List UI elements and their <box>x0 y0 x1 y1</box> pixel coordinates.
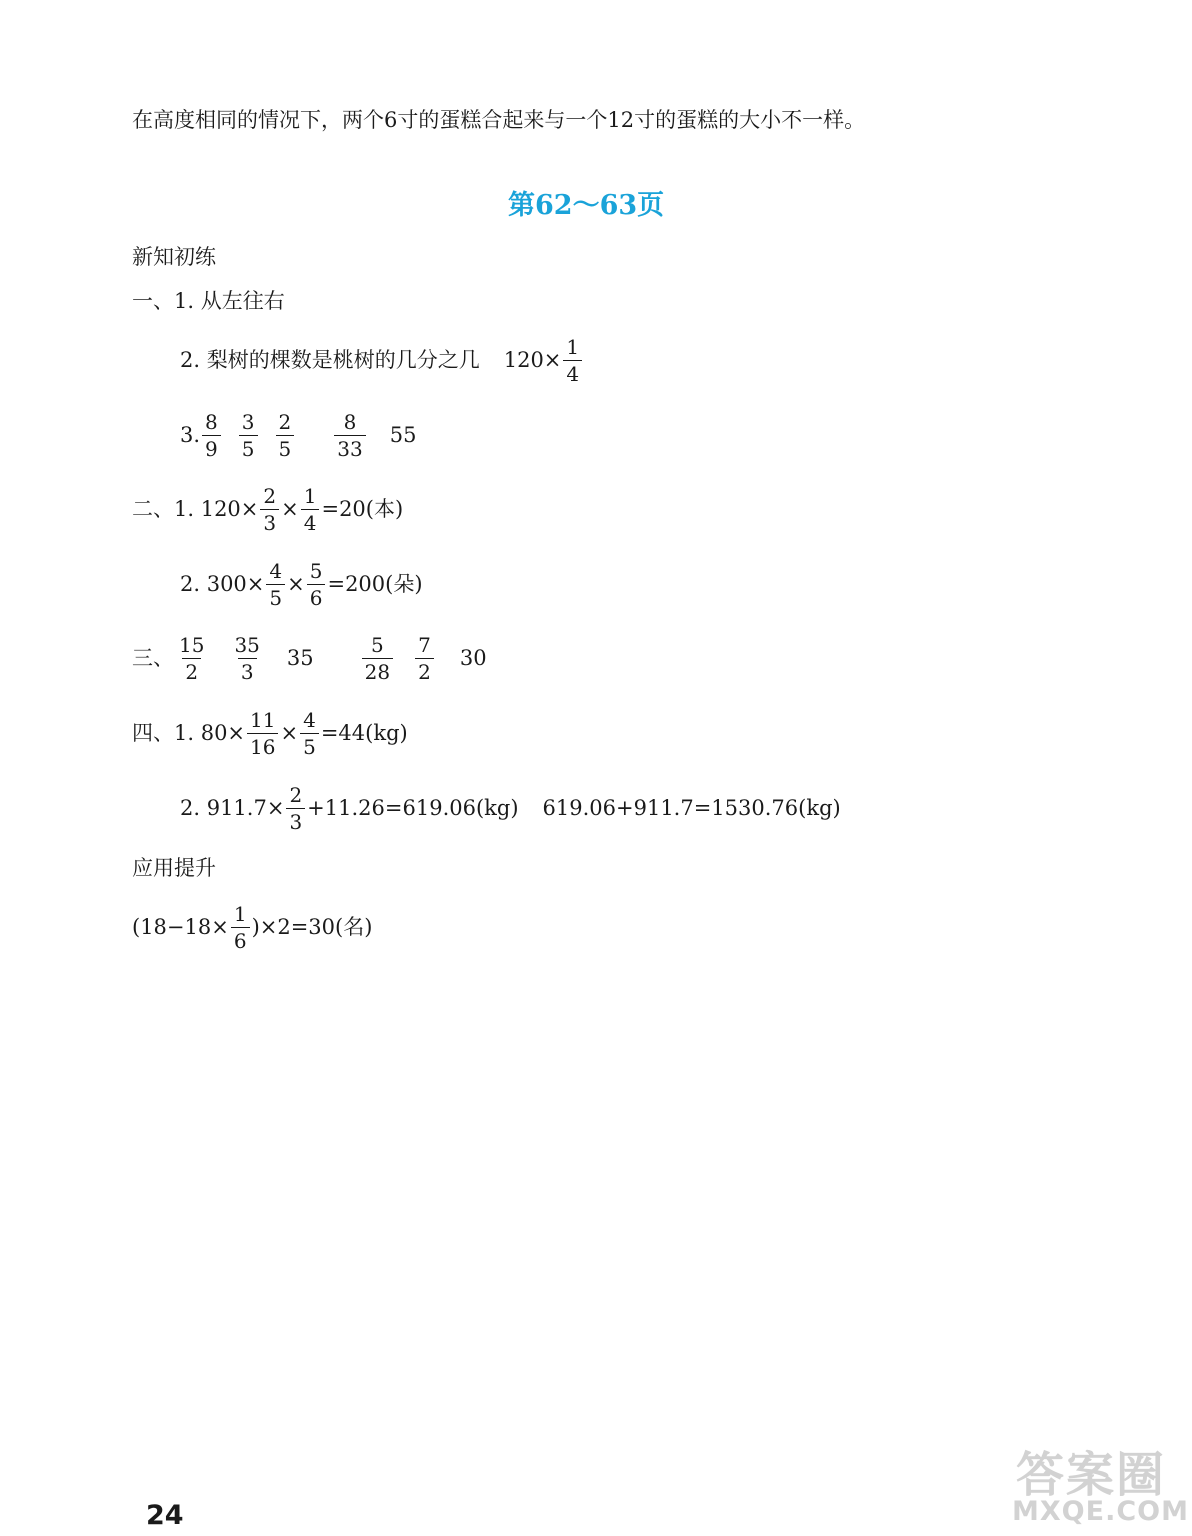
q2-item2 <box>180 554 423 614</box>
value: 35 <box>286 646 314 670</box>
fraction: $\frac{35}{3}$ <box>234 632 260 684</box>
q4-item1 <box>132 703 408 763</box>
expr-part: × <box>281 497 299 521</box>
q4-item2 <box>180 778 841 838</box>
fraction: $\frac{7}{2}$ <box>415 635 434 682</box>
q4-marker: 四、 <box>132 721 174 745</box>
page-number: 24 <box>146 1500 184 1531</box>
q1-item1-text: 1. 从左往右 <box>174 289 285 313</box>
q1-item2-text: 2. 梨树的棵数是桃树的几分之几 <box>180 348 480 372</box>
expr-part: =44(kg) <box>320 721 408 745</box>
fraction: $\frac{4}{5}$ <box>300 710 319 757</box>
watermark-logo: 答案圈 <box>1016 1447 1167 1503</box>
fraction: $\frac{8}{9}$ <box>202 412 221 459</box>
q2-item1 <box>132 479 403 539</box>
fraction: $\frac{11}{16}$ <box>247 710 278 757</box>
fraction: $\frac{1}{6}$ <box>231 904 250 951</box>
expr-part: =20(本) <box>321 497 404 521</box>
q3-marker: 三、 <box>132 646 174 670</box>
page-title: 第62～63页 <box>508 190 665 221</box>
application-expression <box>132 897 372 957</box>
q1-item3-tail: 55 <box>389 423 417 447</box>
q3-line <box>132 628 487 688</box>
q1-item1 <box>132 287 285 315</box>
fraction: $\frac{5}{6}$ <box>307 561 326 608</box>
fraction: $\frac{8}{33}$ <box>334 412 365 459</box>
value: 30 <box>459 646 487 670</box>
q1-item3-prefix: 3. <box>180 423 201 447</box>
q1-marker: 一、 <box>132 289 174 313</box>
intro-text: 在高度相同的情况下，两个6寸的蛋糕合起来与一个12寸的蛋糕的大小不一样。 <box>132 108 866 132</box>
fraction: $\frac{3}{5}$ <box>239 412 258 459</box>
expr-part: (18−18× <box>132 915 229 939</box>
fraction: $\frac{1}{4}$ <box>563 337 582 384</box>
fraction: $\frac{15}{2}$ <box>179 632 205 684</box>
expr-part: +11.26=619.06(kg) <box>307 796 519 820</box>
fraction: $\frac{2}{5}$ <box>276 412 295 459</box>
fraction: $\frac{2}{3}$ <box>286 785 305 832</box>
q1-item2 <box>180 330 584 390</box>
expr-part: × <box>280 721 299 745</box>
q1-item3 <box>180 405 416 465</box>
fraction: $\frac{1}{4}$ <box>301 486 320 533</box>
expr-part: )×2=30(名) <box>251 915 373 939</box>
expr-part: × <box>287 572 305 596</box>
expr-part: 2. 300× <box>180 572 265 596</box>
expr-part: 2. 911.7× <box>180 796 285 820</box>
fraction: $\frac{2}{3}$ <box>260 486 279 533</box>
section-heading-application: 应用提升 <box>132 856 216 880</box>
expr-part: =200(朵) <box>327 572 423 596</box>
fraction: $\frac{4}{5}$ <box>266 561 285 608</box>
expr-part: 1. 120× <box>174 497 259 521</box>
watermark-url: MXQE.COM <box>1012 1496 1189 1527</box>
q2-marker: 二、 <box>132 497 174 521</box>
q1-item2-expr: 120× <box>503 348 562 372</box>
section-heading-new-practice: 新知初练 <box>132 245 216 269</box>
expr-part: 619.06+911.7=1530.76(kg) <box>542 796 841 820</box>
fraction: $\frac{5}{28}$ <box>362 635 393 682</box>
expr-part: 1. 80× <box>174 721 246 745</box>
